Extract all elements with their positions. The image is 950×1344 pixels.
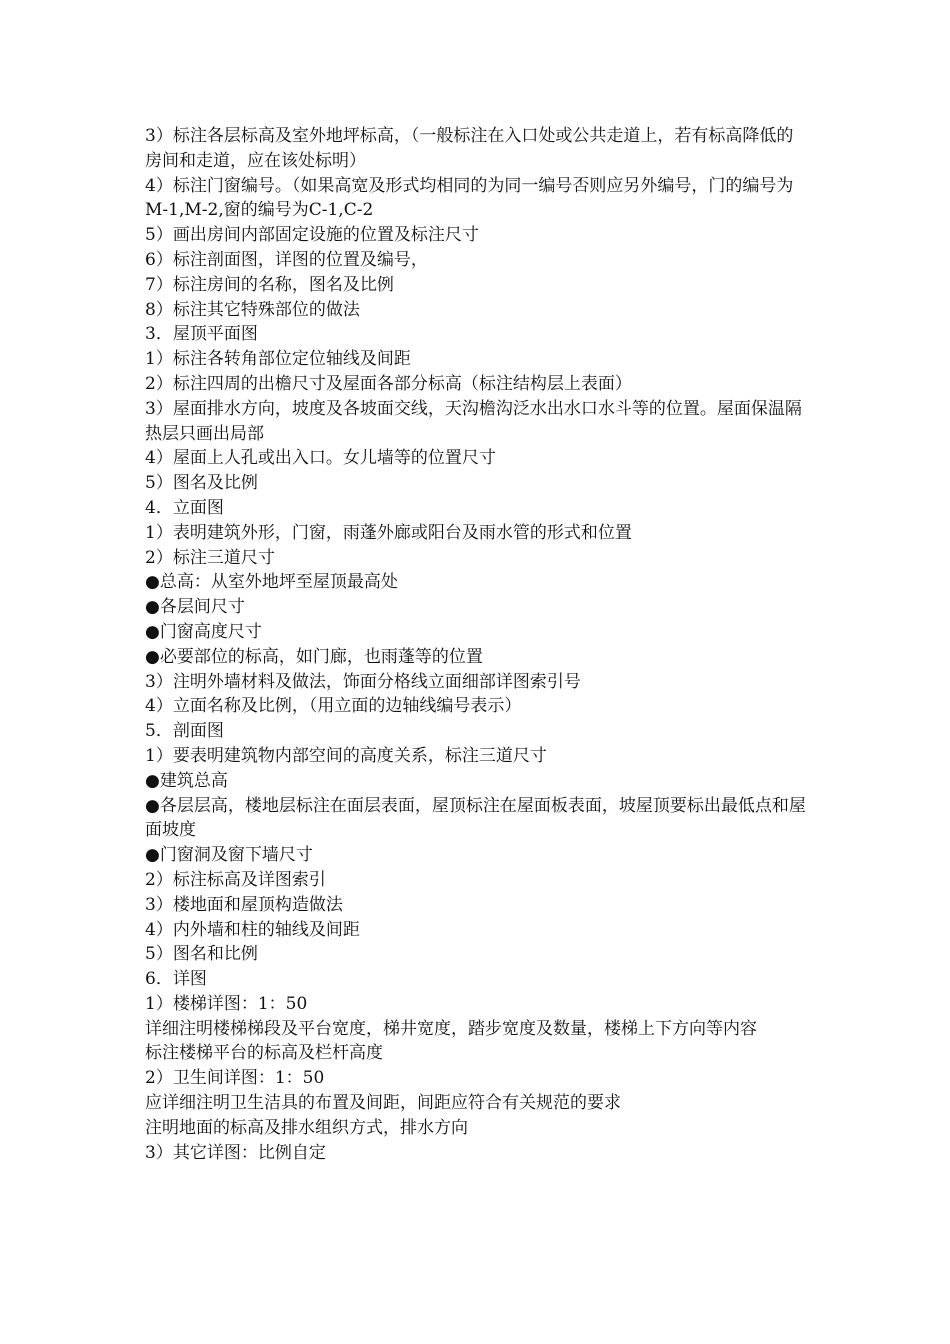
text-line: 详细注明楼梯梯段及平台宽度，梯井宽度，踏步宽度及数量，楼梯上下方向等内容	[145, 1018, 757, 1039]
text-line: 3）标注各层标高及室外地坪标高，（一般标注在入口处或公共走道上，若有标高降低的房间和走道，应在该处标明）	[145, 126, 794, 171]
text-line: 1）要表明建筑物内部空间的高度关系，标注三道尺寸	[145, 745, 547, 766]
document-body	[145, 124, 807, 1165]
text-line: 2）标注标高及详图索引	[145, 869, 326, 890]
text-line: 5）画出房间内部固定设施的位置及标注尺寸	[145, 225, 479, 246]
section-heading: 3．屋顶平面图	[145, 324, 258, 345]
bullet-line: ●总高：从室外地坪至屋顶最高处	[145, 572, 398, 593]
bullet-line: ●门窗洞及窗下墙尺寸	[145, 845, 313, 866]
text-line: 应详细注明卫生洁具的布置及间距，间距应符合有关规范的要求	[145, 1093, 621, 1114]
text-line: 1）楼梯详图：1：50	[145, 993, 308, 1014]
section-heading: 4．立面图	[145, 497, 224, 518]
text-line: 8）标注其它特殊部位的做法	[145, 299, 360, 320]
text-line: 6）标注剖面图，详图的位置及编号，	[145, 249, 428, 270]
text-line: 3）其它详图：比例自定	[145, 1142, 326, 1163]
text-line: 4）内外墙和柱的轴线及间距	[145, 919, 360, 940]
text-line: 3）屋面排水方向，坡度及各坡面交线，天沟檐沟泛水出水口水斗等的位置。屋面保温隔热层只画出局部	[145, 398, 802, 444]
text-line: 5）图名及比例	[145, 473, 258, 494]
bullet-line: ●门窗高度尺寸	[145, 621, 262, 642]
text-line: 注明地面的标高及排水组织方式，排水方向	[145, 1117, 468, 1138]
text-line: 7）标注房间的名称，图名及比例	[145, 274, 394, 295]
text-line: 4）标注门窗编号。（如果高宽及形式均相同的为同一编号否则应另外编号，门的编号为M-1,M-2,窗的编号为C-1,C-2	[145, 175, 794, 221]
text-line: 4）立面名称及比例，（用立面的边轴线编号表示）	[145, 696, 522, 717]
text-line: 1）标注各转角部位定位轴线及间距	[145, 349, 411, 370]
text-line: 标注楼梯平台的标高及栏杆高度	[145, 1043, 383, 1064]
text-line: 5）图名和比例	[145, 944, 258, 965]
text-line: 2）卫生间详图：1：50	[145, 1068, 325, 1089]
bullet-line: ●必要部位的标高，如门廊，也雨蓬等的位置	[145, 646, 483, 667]
text-line: 3）楼地面和屋顶构造做法	[145, 894, 343, 915]
bullet-line: ●各层层高，楼地层标注在面层表面，屋顶标注在屋面板表面，坡屋顶要标出最低点和屋面坡度	[145, 795, 806, 841]
section-heading: 6．详图	[145, 969, 207, 990]
section-heading: 5．剖面图	[145, 721, 224, 742]
text-line: 4）屋面上人孔或出入口。女儿墙等的位置尺寸	[145, 448, 496, 469]
text-line: 2）标注四周的出檐尺寸及屋面各部分标高（标注结构层上表面）	[145, 373, 632, 394]
text-line: 1）表明建筑外形，门窗，雨蓬外廊或阳台及雨水管的形式和位置	[145, 522, 632, 543]
bullet-line: ●各层间尺寸	[145, 597, 245, 618]
text-line: 3）注明外墙材料及做法，饰面分格线立面细部详图索引号	[145, 671, 581, 692]
bullet-line: ●建筑总高	[145, 770, 228, 791]
text-line: 2）标注三道尺寸	[145, 547, 275, 568]
